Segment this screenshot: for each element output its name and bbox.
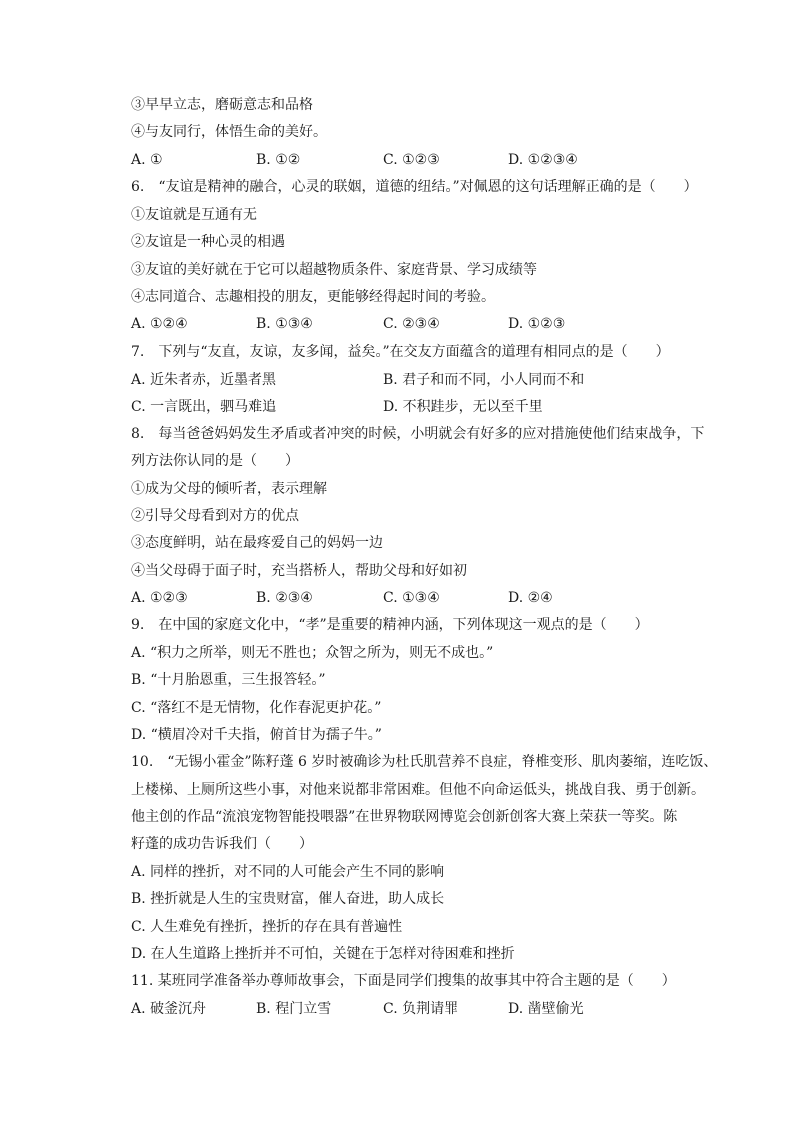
q8-option-b: B. ②③④ bbox=[256, 590, 313, 606]
q6-item-1: ①友谊就是互通有无 bbox=[131, 207, 257, 223]
q8-item-3: ③态度鲜明，站在最疼爱自己的妈妈一边 bbox=[131, 535, 383, 551]
q7-option-c: C. 一言既出，驷马难追 bbox=[131, 399, 277, 415]
q6-item-2: ②友谊是一种心灵的相遇 bbox=[131, 234, 285, 250]
q10-option-d: D. 在人生道路上挫折并不可怕，关键在于怎样对待困难和挫折 bbox=[131, 946, 515, 962]
q9-option-a: A. “积力之所举，则无不胜也；众智之所为，则无不成也。” bbox=[131, 645, 494, 661]
q11-stem: 11. 某班同学准备举办尊师故事会，下面是同学们搜集的故事其中符合主题的是（ ） bbox=[131, 973, 676, 989]
q10-option-c: C. 人生难免有挫折，挫折的存在具有普遍性 bbox=[131, 919, 403, 935]
q5-option-c: C. ①②③ bbox=[383, 152, 440, 168]
q10-stem-line-4: 籽蓬的成功告诉我们（ ） bbox=[131, 836, 313, 852]
q6-option-d: D. ①②③ bbox=[508, 316, 566, 332]
q9-option-d: D. “横眉冷对千夫指，俯首甘为孺子牛。” bbox=[131, 727, 382, 743]
q10-stem-line-2: 上楼梯、上厕所这些小事，对他来说都非常困难。但他不向命运低头，挑战自我、勇于创新。 bbox=[131, 782, 705, 798]
q11-option-b: B. 程门立雪 bbox=[256, 1001, 332, 1017]
q10-option-b: B. 挫折就是人生的宝贵财富，催人奋进，助人成长 bbox=[131, 891, 445, 907]
q8-stem-line-1: 8. 每当爸爸妈妈发生矛盾或者冲突的时候，小明就会有好多的应对措施使他们结束战争，下 bbox=[131, 426, 705, 442]
q8-option-a: A. ①②③ bbox=[131, 590, 188, 606]
q11-option-a: A. 破釜沉舟 bbox=[131, 1001, 207, 1017]
q5-option-b: B. ①② bbox=[256, 152, 301, 168]
q6-option-c: C. ②③④ bbox=[383, 316, 440, 332]
q9-option-c: C. “落红不是无情物，化作春泥更护花。” bbox=[131, 700, 382, 716]
q8-option-d: D. ②④ bbox=[508, 590, 553, 606]
q8-item-2: ②引导父母看到对方的优点 bbox=[131, 508, 299, 524]
q8-item-4: ④当父母碍于面子时，充当搭桥人，帮助父母和好如初 bbox=[131, 563, 467, 579]
q6-option-a: A. ①②④ bbox=[131, 316, 188, 332]
q6-item-4: ④志同道合、志趣相投的朋友，更能够经得起时间的考验。 bbox=[131, 289, 495, 305]
q10-option-a: A. 同样的挫折，对不同的人可能会产生不同的影响 bbox=[131, 864, 445, 880]
q8-option-c: C. ①③④ bbox=[383, 590, 440, 606]
q7-option-d: D. 不积跬步，无以至千里 bbox=[383, 399, 543, 415]
q10-stem-line-3: 他主创的作品“流浪宠物智能投喂器”在世界物联网博览会创新创客大赛上荣获一等奖。陈 bbox=[131, 809, 678, 825]
q7-option-a: A. 近朱者赤，近墨者黑 bbox=[131, 372, 277, 388]
q10-stem-line-1: 10. “无锡小霍金”陈籽蓬 6 岁时被确诊为杜氏肌营养不良症，脊椎变形、肌肉萎缩，连吃饭、 bbox=[131, 754, 718, 770]
q5-item-4: ④与友同行，体悟生命的美好。 bbox=[131, 124, 327, 140]
q5-item-3: ③早早立志，磨砺意志和品格 bbox=[131, 97, 313, 113]
q8-item-1: ①成为父母的倾听者，表示理解 bbox=[131, 481, 327, 497]
q7-option-b: B. 君子和而不同，小人同而不和 bbox=[383, 372, 585, 388]
q6-item-3: ③友谊的美好就在于它可以超越物质条件、家庭背景、学习成绩等 bbox=[131, 262, 537, 278]
q8-stem-line-2: 列方法你认同的是（ ） bbox=[131, 453, 299, 469]
q7-stem: 7. 下列与“友直，友谅，友多闻，益矣。”在交友方面蕴含的道理有相同点的是（ ） bbox=[131, 344, 670, 360]
q5-option-d: D. ①②③④ bbox=[508, 152, 578, 168]
q9-stem: 9. 在中国的家庭文化中，“孝”是重要的精神内涵，下列体现这一观点的是（ ） bbox=[131, 617, 649, 633]
q9-option-b: B. “十月胎恩重，三生报答轻。” bbox=[131, 672, 326, 688]
q6-option-b: B. ①③④ bbox=[256, 316, 313, 332]
q11-option-c: C. 负荆请罪 bbox=[383, 1001, 459, 1017]
q6-stem: 6. “友谊是精神的融合，心灵的联姻，道德的纽结。”对佩恩的这句话理解正确的是（ ） bbox=[131, 179, 698, 195]
q5-option-a: A. ① bbox=[131, 152, 163, 168]
q11-option-d: D. 凿壁偷光 bbox=[508, 1001, 584, 1017]
